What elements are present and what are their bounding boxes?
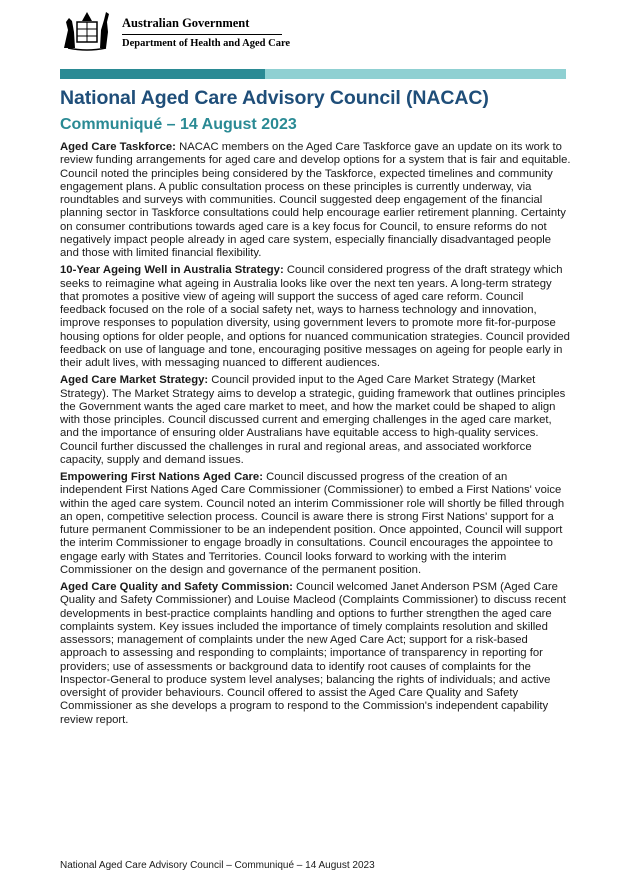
- section-paragraph: [60, 471, 572, 577]
- accent-bar-dark: [60, 69, 265, 79]
- government-name: Australian Government: [122, 16, 250, 30]
- section-heading: Aged Care Taskforce:: [60, 141, 176, 153]
- section-paragraph: [60, 264, 572, 370]
- section-paragraph: [60, 141, 572, 260]
- section-heading: 10-Year Ageing Well in Australia Strategy:: [60, 264, 284, 277]
- section-text: Council discussed progress of the creation of an independent First Nations Aged Care Commissioner (Commissioner) to embed a First Nations' voice within the aged care system. Council noted an interim Commissioner role will shortly be filled through an open, competitive selection process. Council is aware there is strong First Nations' support for a future permanent Commissioner to be an independent position. Once appointed, Council will support the interim Commissioner to engage broadly in consultations. Council encourages the appointee to engage early with States and Territories. Council looks forward to working with the interim Commissioner on the design and governance of the permanent position.: [60, 471, 565, 576]
- page-footer: National Aged Care Advisory Council – Communiqué – 14 August 2023: [60, 860, 375, 871]
- section-heading: Aged Care Quality and Safety Commission:: [60, 581, 293, 593]
- section-text: Council welcomed Janet Anderson PSM (Aged Care Quality and Safety Commissioner) and Louise Macleod (Complaints Commissioner) to discuss recent developments in best-practice complaints handling and options to further strengthen the aged care complaints system. Key issues included the importance of timely complaints resolution and skilled assessors; management of complaints under the new Aged Care Act; support for a risk-based approach to assessing and responding to complaints; importance of transparency in reporting for providers; use of assessments or background data to identify root causes of complaints for the Inspector-General to produce system level analyses; balancing the rights of individuals; and active oversight of provider behaviours. Council offered to assist the Aged Care Quality and Safety Commissioner as she develops a program to respond to the Commission's independent capability review report.: [60, 581, 567, 726]
- section-text: NACAC members on the Aged Care Taskforce gave an update on its work to review funding arrangements for aged care and develop options for a system that is fair and equitable. Council noted the principles being considered by the Taskforce, expected timelines and community engagement plans. A public consultation process on these principles is currently underway, via roundtables and surveys with communities. Council suggested deep engagement of the financial planning sector in Taskforce consultations could help encourage earlier retirement planning. Certainty on consumer contributions towards aged care is a key focus for Council, to ensure reforms do not negatively impact people already in aged care system, especially financially disadvantaged people and those with limited financial flexibility.: [60, 141, 571, 259]
- accent-bar: [60, 69, 566, 79]
- section-heading: Aged Care Market Strategy:: [60, 374, 209, 387]
- department-name: Department of Health and Aged Care: [122, 38, 291, 49]
- section-text: Council provided input to the Aged Care Market Strategy (Market Strategy). The Market Strategy aims to develop a strategic, guiding framework that outlines principles the Government wants the aged care market to meet, and how the market could be shaped to align with those principles. Council discussed current and emerging challenges in the aged care market, and the importance of ensuring older Australians have equitable access to high-quality services. Council further discussed the challenges in rural and regional areas, and associated workforce capacity, supply and demand issues.: [60, 374, 566, 466]
- government-header: [60, 8, 290, 58]
- document-title: National Aged Care Advisory Council (NACAC): [60, 87, 489, 109]
- header-divider: [122, 34, 282, 35]
- document-body: [60, 141, 572, 731]
- coat-of-arms-icon: [60, 8, 114, 52]
- document-subtitle: Communiqué – 14 August 2023: [60, 116, 297, 133]
- accent-bar-light: [265, 69, 566, 79]
- section-paragraph: [60, 581, 572, 727]
- section-heading: Empowering First Nations Aged Care:: [60, 471, 263, 483]
- section-paragraph: [60, 374, 572, 467]
- section-text: Council considered progress of the draft strategy which seeks to reimagine what ageing in Australia looks like over the next ten years. A long-term strategy that promotes a positive view of ageing will support the success of aged care reform. Council feedback focused on the role of a social safety net, ways to harness technology and innovation, improve responses to population diversity, using government levers to promote more fit-for-purpose housing options for older people, and options for nuanced communication strategies. Council provided feedback on use of language and tone, encouraging positive messages on ageing for people early in their adult lives, with messaging nuanced to different audiences.: [60, 264, 570, 369]
